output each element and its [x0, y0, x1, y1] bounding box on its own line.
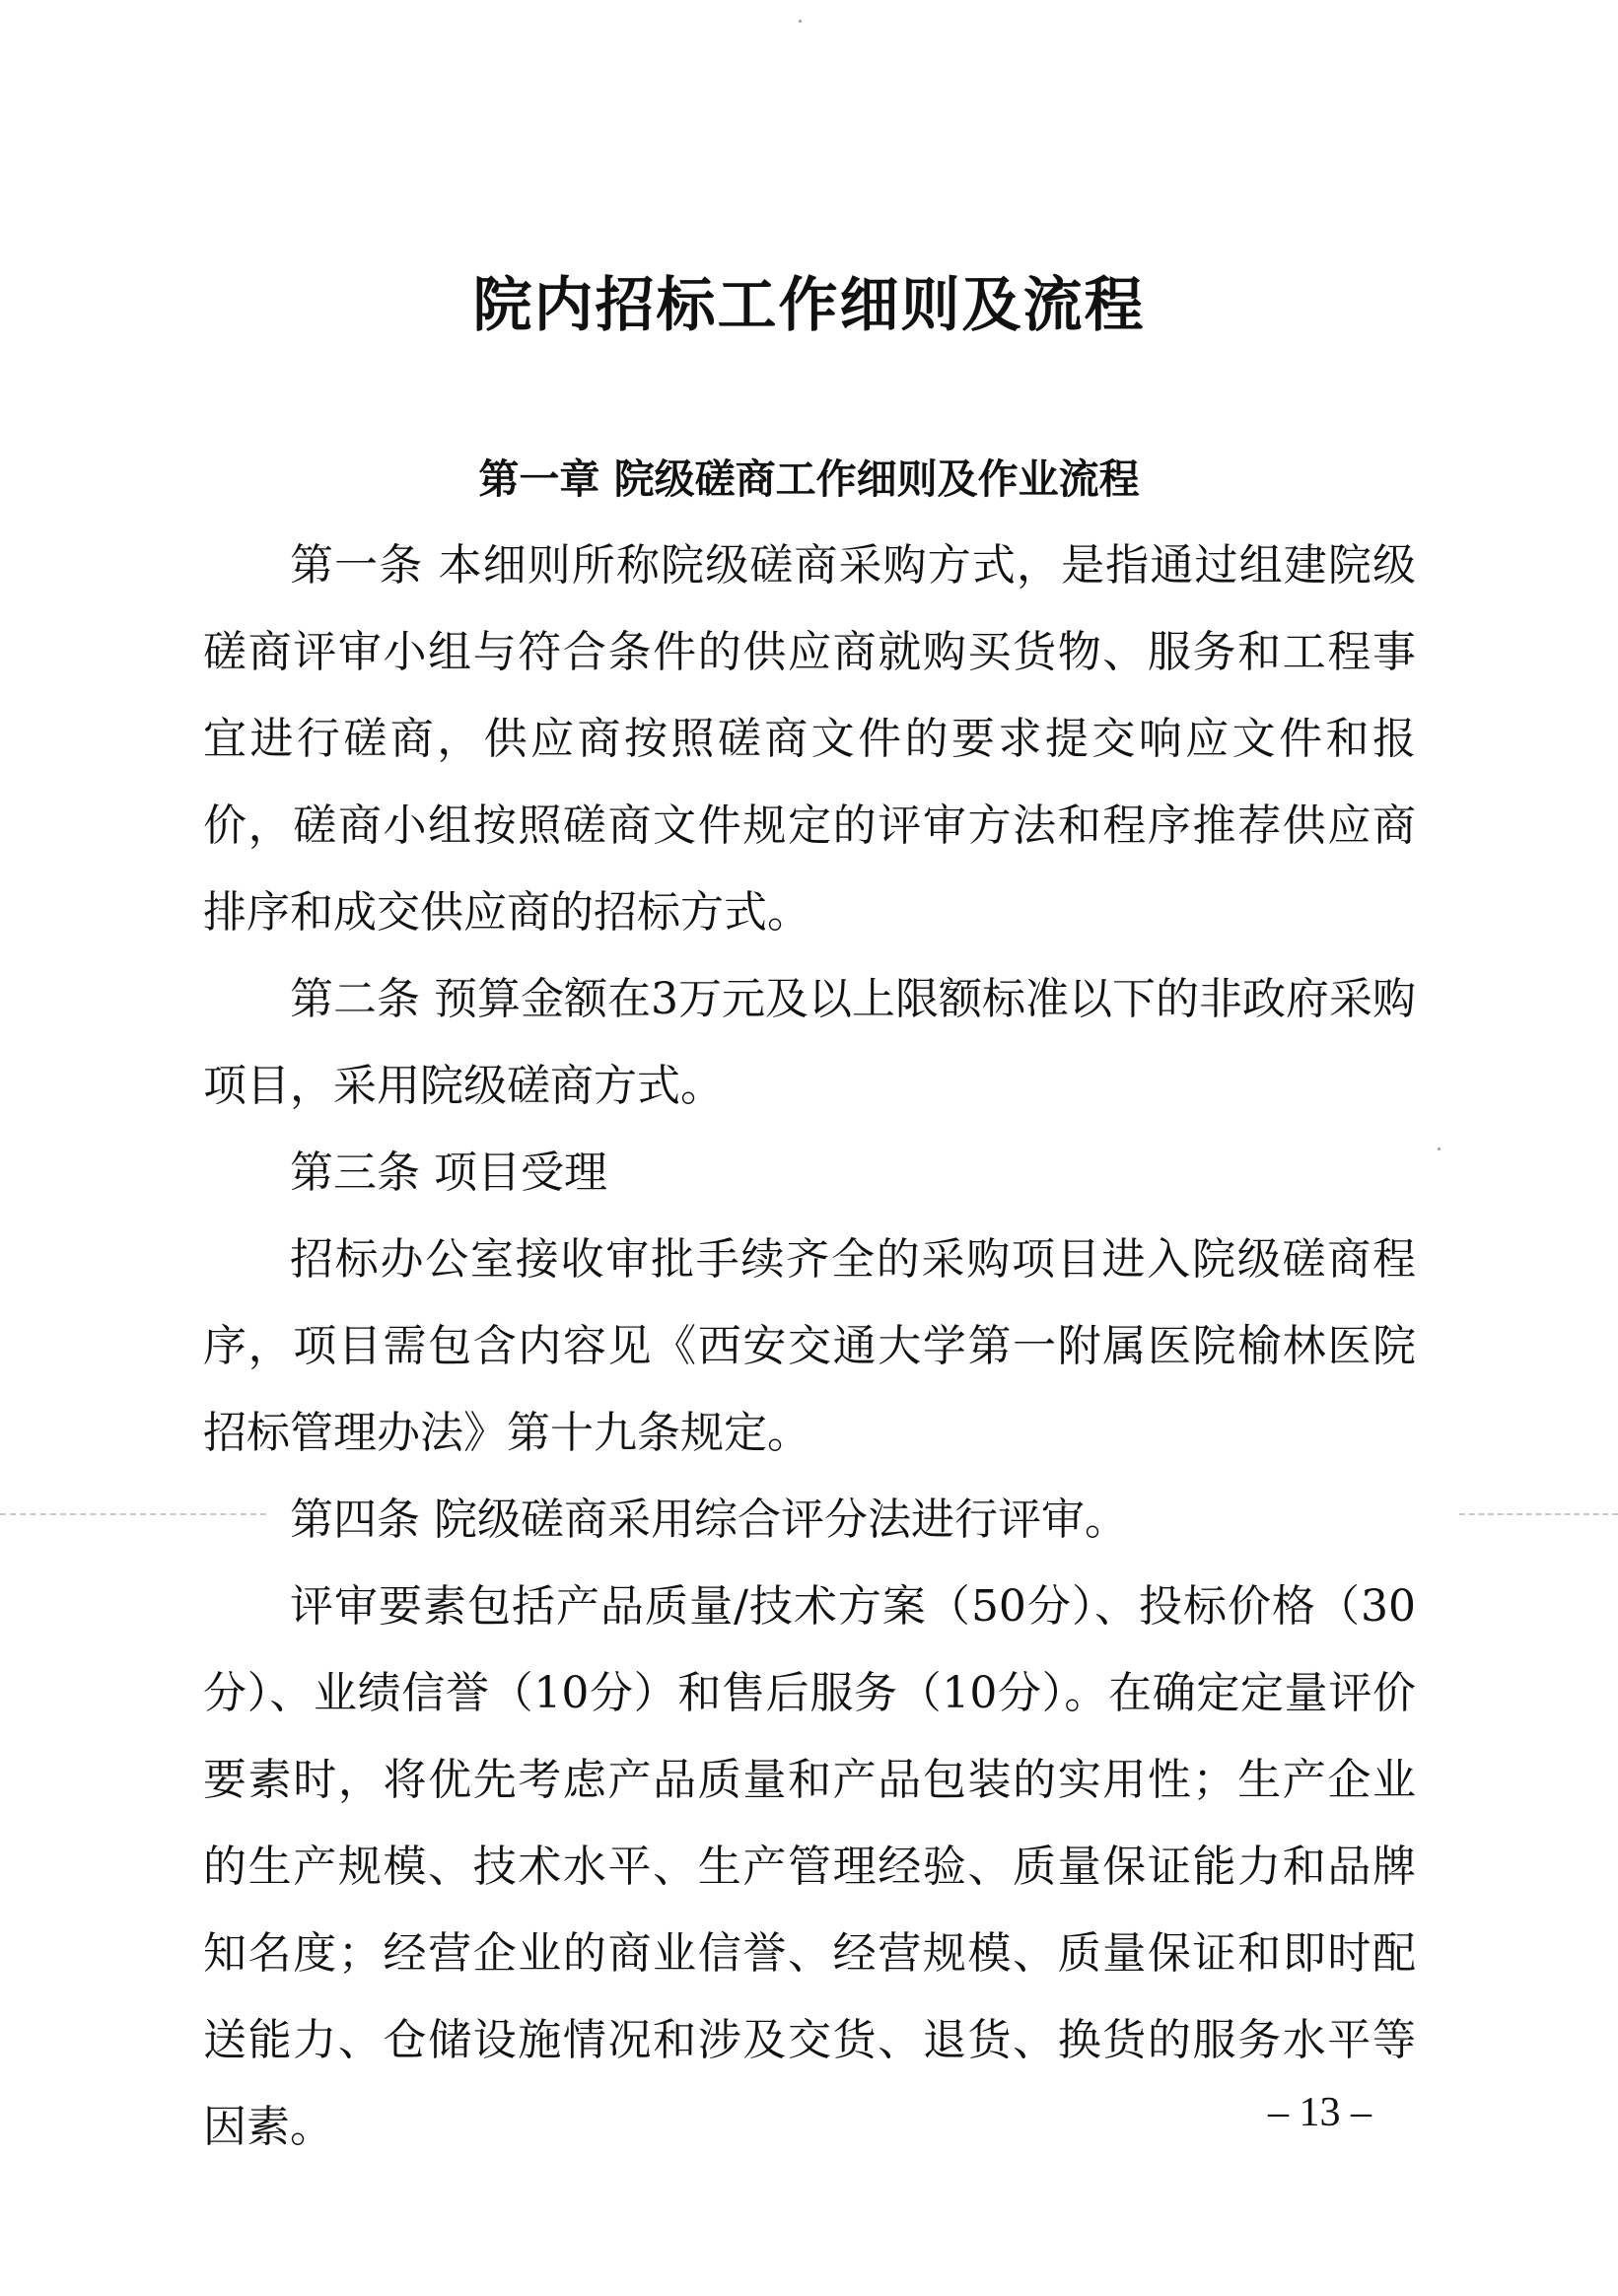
page-number: – 13 –	[1268, 2090, 1372, 2135]
article-1-paragraph: 第一条 本细则所称院级磋商采购方式，是指通过组建院级磋商评审小组与符合条件的供应商就购买货物、服务和工程事宜进行磋商，供应商按照磋商文件的要求提交响应文件和报价，磋商小组按照磋商文件规定的评审方法和程序推荐供应商排序和成交供应商的招标方式。	[203, 540, 1416, 938]
document-title: 院内招标工作细则及流程	[472, 271, 1146, 340]
scan-artifact-line-left	[0, 1513, 266, 1515]
article-4-paragraph: 第四条 院级磋商采用综合评分法进行评审。	[290, 1495, 1128, 1545]
article-2-paragraph: 第二条 预算金额在3万元及以上限额标准以下的非政府采购项目，采用院级磋商方式。	[203, 974, 1416, 1111]
article-3-heading: 第三条 项目受理	[290, 1148, 607, 1198]
chapter-title: 第一章 院级磋商工作细则及作业流程	[478, 455, 1140, 503]
scan-artifact-line-right	[1459, 1513, 1618, 1515]
scan-speck	[1438, 1148, 1441, 1150]
scan-speck	[799, 20, 802, 23]
article-3-paragraph: 招标办公室接收审批手续齐全的采购项目进入院级磋商程序，项目需包含内容见《西安交通大学第一附属医院榆林医院招标管理办法》第十九条规定。	[203, 1234, 1416, 1458]
evaluation-criteria-paragraph: 评审要素包括产品质量/技术方案（50分）、投标价格（30分）、业绩信誉（10分）和售后服务（10分）。在确定定量评价要素时，将优先考虑产品质量和产品包装的实用性；生产企业的生产规模、技术水平、生产管理经验、质量保证能力和品牌知名度；经营企业的商业信誉、经营规模、质量保证和即时配送能力、仓储设施情况和涉及交货、退货、换货的服务水平等因素。	[203, 1581, 1416, 2152]
document-body	[203, 522, 1416, 2171]
